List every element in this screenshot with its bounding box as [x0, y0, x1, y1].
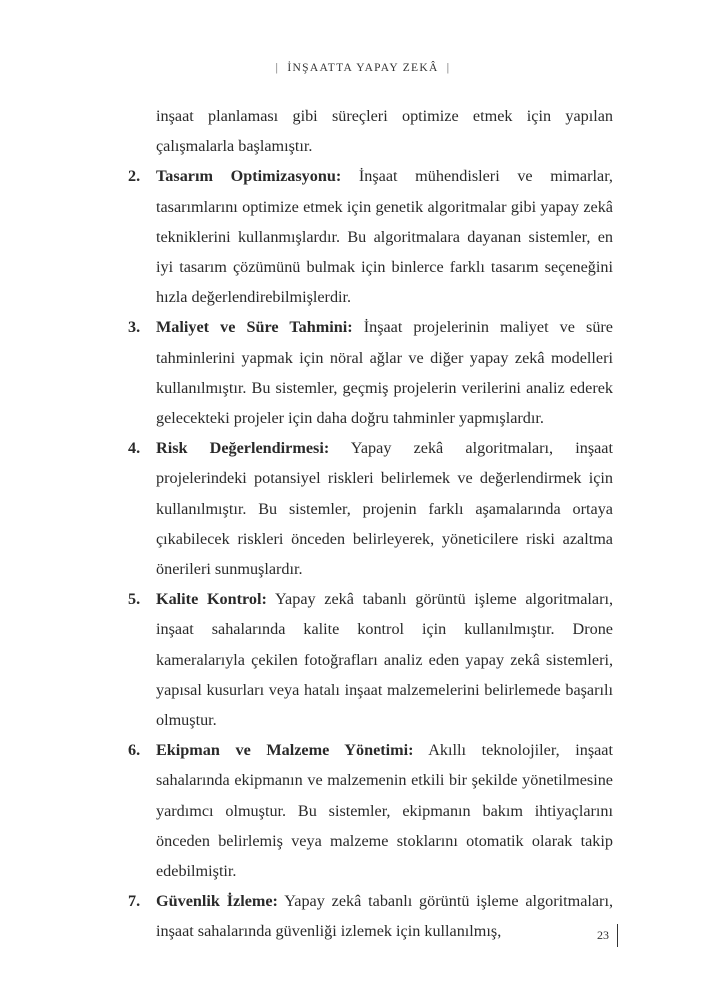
item-heading: Risk Değerlendirmesi: — [156, 439, 330, 458]
item-number: 6. — [128, 741, 141, 760]
item-heading: Güvenlik İzleme: — [156, 892, 278, 911]
continued-paragraph: inşaat planlaması gibi süreçleri optimize etmek için yapılan çalışmalarla başlamıştır. — [156, 107, 613, 156]
list-item-ekipman — [128, 735, 613, 886]
item-text: Yapay zekâ algoritmaları, inşaat projelerindeki potansiyel riskleri belirlemek ve değerlendirmek için kullanılmıştır. Bu sistemler, projenin farklı aşamalarında ortaya çıkabilecek riskleri önceden belirleyerek, yöneticilere riski azaltma önerileri sunmuşlardır. — [156, 439, 613, 579]
list-item-tasarim — [128, 161, 613, 312]
item-text: İnşaat mühendisleri ve mimarlar, tasarımlarını optimize etmek için genetik algoritmalar gibi yapay zekâ tekniklerini kullanmışlardır. Bu algoritmalara dayanan sistemler, en iyi tasarım çözümünü bulmak için binlerce farklı tasarım seçeneğini hızla değerlendirebilmişlerdir. — [156, 167, 613, 307]
item-text: Akıllı teknolojiler, inşaat sahalarında ekipmanın ve malzemenin etkili bir şekilde yönetilmesine yardımcı olmuştur. Bu sistemler, ekipmanın bakım ihtiyaçlarını önceden belirlemiş veya malzeme stoklarını otomatik olarak takip edebilmiştir. — [156, 741, 613, 881]
list-item-guvenlik — [128, 886, 613, 946]
list-item-risk — [128, 433, 613, 584]
footer-divider — [617, 924, 618, 947]
item-number: 7. — [128, 892, 141, 911]
header-bar-right: | — [446, 62, 451, 74]
page-number: 23 — [597, 928, 609, 942]
item-number: 5. — [128, 590, 141, 609]
list-item-maliyet — [128, 312, 613, 433]
running-header — [0, 62, 726, 74]
item-text: İnşaat projelerinin maliyet ve süre tahminlerini yapmak için nöral ağlar ve diğer yapay zekâ modelleri kullanılmıştır. Bu sistemler, geçmiş projelerin verilerini analiz ederek gelecekteki projeler için daha doğru tahminler yapmışlardır. — [156, 318, 613, 428]
item-number: 4. — [128, 439, 141, 458]
item-number: 3. — [128, 318, 141, 337]
item-heading: Ekipman ve Malzeme Yönetimi: — [156, 741, 414, 760]
list-item-kalite — [128, 584, 613, 735]
item-number: 2. — [128, 167, 141, 186]
item-text: Yapay zekâ tabanlı görüntü işleme algoritmaları, inşaat sahalarında kalite kontrol için kullanılmıştır. Drone kameralarıyla çekilen fotoğrafları analiz eden yapay zekâ sistemleri, yapısal kusurları veya hatalı inşaat malzemelerini belirlemede başarılı olmuştur. — [156, 590, 613, 730]
item-heading: Maliyet ve Süre Tahmini: — [156, 318, 353, 337]
item-heading: Kalite Kontrol: — [156, 590, 267, 609]
page-body — [128, 101, 613, 947]
header-title: İNŞAATTA YAPAY ZEKÂ — [287, 62, 439, 74]
header-bar-left: | — [275, 62, 280, 74]
item-text: Yapay zekâ tabanlı görüntü işleme algoritmaları, inşaat sahalarında güvenliği izlemek için kullanılmış, — [156, 892, 613, 941]
item-heading: Tasarım Optimizasyonu: — [156, 167, 342, 186]
